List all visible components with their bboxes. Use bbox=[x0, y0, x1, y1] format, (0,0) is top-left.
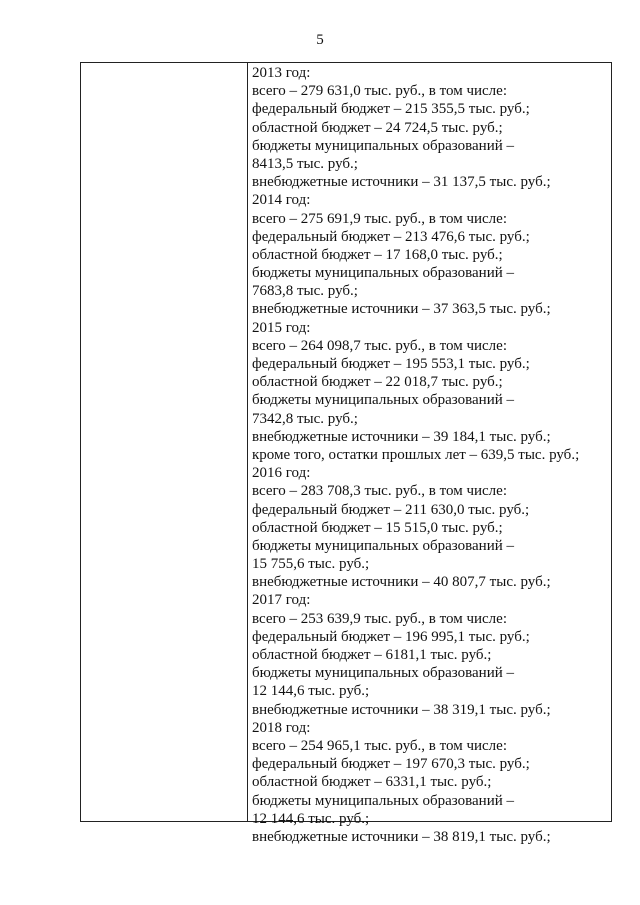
funding-line: внебюджетные источники – 40 807,7 тыс. руб.; bbox=[252, 574, 551, 591]
funding-line: 2014 год: bbox=[252, 192, 311, 209]
funding-line: областной бюджет – 24 724,5 тыс. руб.; bbox=[252, 119, 503, 136]
funding-line: внебюджетные источники – 37 363,5 тыс. руб.; bbox=[252, 301, 551, 318]
funding-line: областной бюджет – 15 515,0 тыс. руб.; bbox=[252, 519, 503, 536]
funding-line: бюджеты муниципальных образований – bbox=[252, 665, 515, 682]
funding-line: федеральный бюджет – 211 630,0 тыс. руб.; bbox=[252, 501, 530, 518]
funding-line: областной бюджет – 22 018,7 тыс. руб.; bbox=[252, 374, 503, 391]
funding-line: всего – 279 631,0 тыс. руб., в том числе: bbox=[252, 83, 507, 100]
funding-text-column bbox=[252, 64, 609, 846]
funding-line: внебюджетные источники – 38 819,1 тыс. руб.; bbox=[252, 828, 551, 845]
funding-line: областной бюджет – 17 168,0 тыс. руб.; bbox=[252, 246, 503, 263]
funding-table bbox=[80, 62, 612, 845]
funding-line: 8413,5 тыс. руб.; bbox=[252, 155, 358, 172]
funding-line: 15 755,6 тыс. руб.; bbox=[252, 556, 370, 573]
funding-line: всего – 264 098,7 тыс. руб., в том числе: bbox=[252, 337, 507, 354]
funding-line: бюджеты муниципальных образований – bbox=[252, 265, 515, 282]
funding-line: федеральный бюджет – 196 995,1 тыс. руб.; bbox=[252, 628, 530, 645]
funding-line: бюджеты муниципальных образований – bbox=[252, 392, 515, 409]
funding-line: внебюджетные источники – 39 184,1 тыс. руб.; bbox=[252, 428, 551, 445]
funding-line: всего – 283 708,3 тыс. руб., в том числе: bbox=[252, 483, 507, 500]
funding-line: федеральный бюджет – 213 476,6 тыс. руб.; bbox=[252, 228, 530, 245]
funding-line: внебюджетные источники – 38 319,1 тыс. руб.; bbox=[252, 701, 551, 718]
funding-line: внебюджетные источники – 31 137,5 тыс. руб.; bbox=[252, 174, 551, 191]
funding-line: 2015 год: bbox=[252, 319, 311, 336]
funding-line: областной бюджет – 6331,1 тыс. руб.; bbox=[252, 774, 492, 791]
funding-line: всего – 254 965,1 тыс. руб., в том числе: bbox=[252, 737, 507, 754]
funding-line: бюджеты муниципальных образований – bbox=[252, 137, 515, 154]
funding-line: 12 144,6 тыс. руб.; bbox=[252, 810, 370, 827]
funding-line: федеральный бюджет – 195 553,1 тыс. руб.; bbox=[252, 356, 530, 372]
funding-line: бюджеты муниципальных образований – bbox=[252, 792, 515, 809]
funding-line: федеральный бюджет – 197 670,3 тыс. руб.; bbox=[252, 756, 530, 773]
funding-line: всего – 253 639,9 тыс. руб., в том числе: bbox=[252, 610, 507, 627]
funding-line: 7683,8 тыс. руб.; bbox=[252, 283, 358, 300]
table-left-column bbox=[81, 63, 248, 821]
funding-line: 2018 год: bbox=[252, 719, 311, 736]
funding-line: федеральный бюджет – 215 355,5 тыс. руб.; bbox=[252, 101, 530, 118]
page-number: 5 bbox=[316, 32, 324, 48]
funding-line: 12 144,6 тыс. руб.; bbox=[252, 683, 370, 700]
funding-line: всего – 275 691,9 тыс. руб., в том числе: bbox=[252, 210, 507, 227]
funding-line: кроме того, остатки прошлых лет – 639,5 тыс. руб.; bbox=[252, 446, 580, 463]
funding-line: 2016 год: bbox=[252, 465, 311, 482]
funding-line: 2013 год: bbox=[252, 65, 311, 81]
funding-line: 2017 год: bbox=[252, 592, 311, 609]
funding-line: 7342,8 тыс. руб.; bbox=[252, 410, 358, 427]
funding-line: бюджеты муниципальных образований – bbox=[252, 537, 515, 554]
funding-line: областной бюджет – 6181,1 тыс. руб.; bbox=[252, 647, 492, 663]
